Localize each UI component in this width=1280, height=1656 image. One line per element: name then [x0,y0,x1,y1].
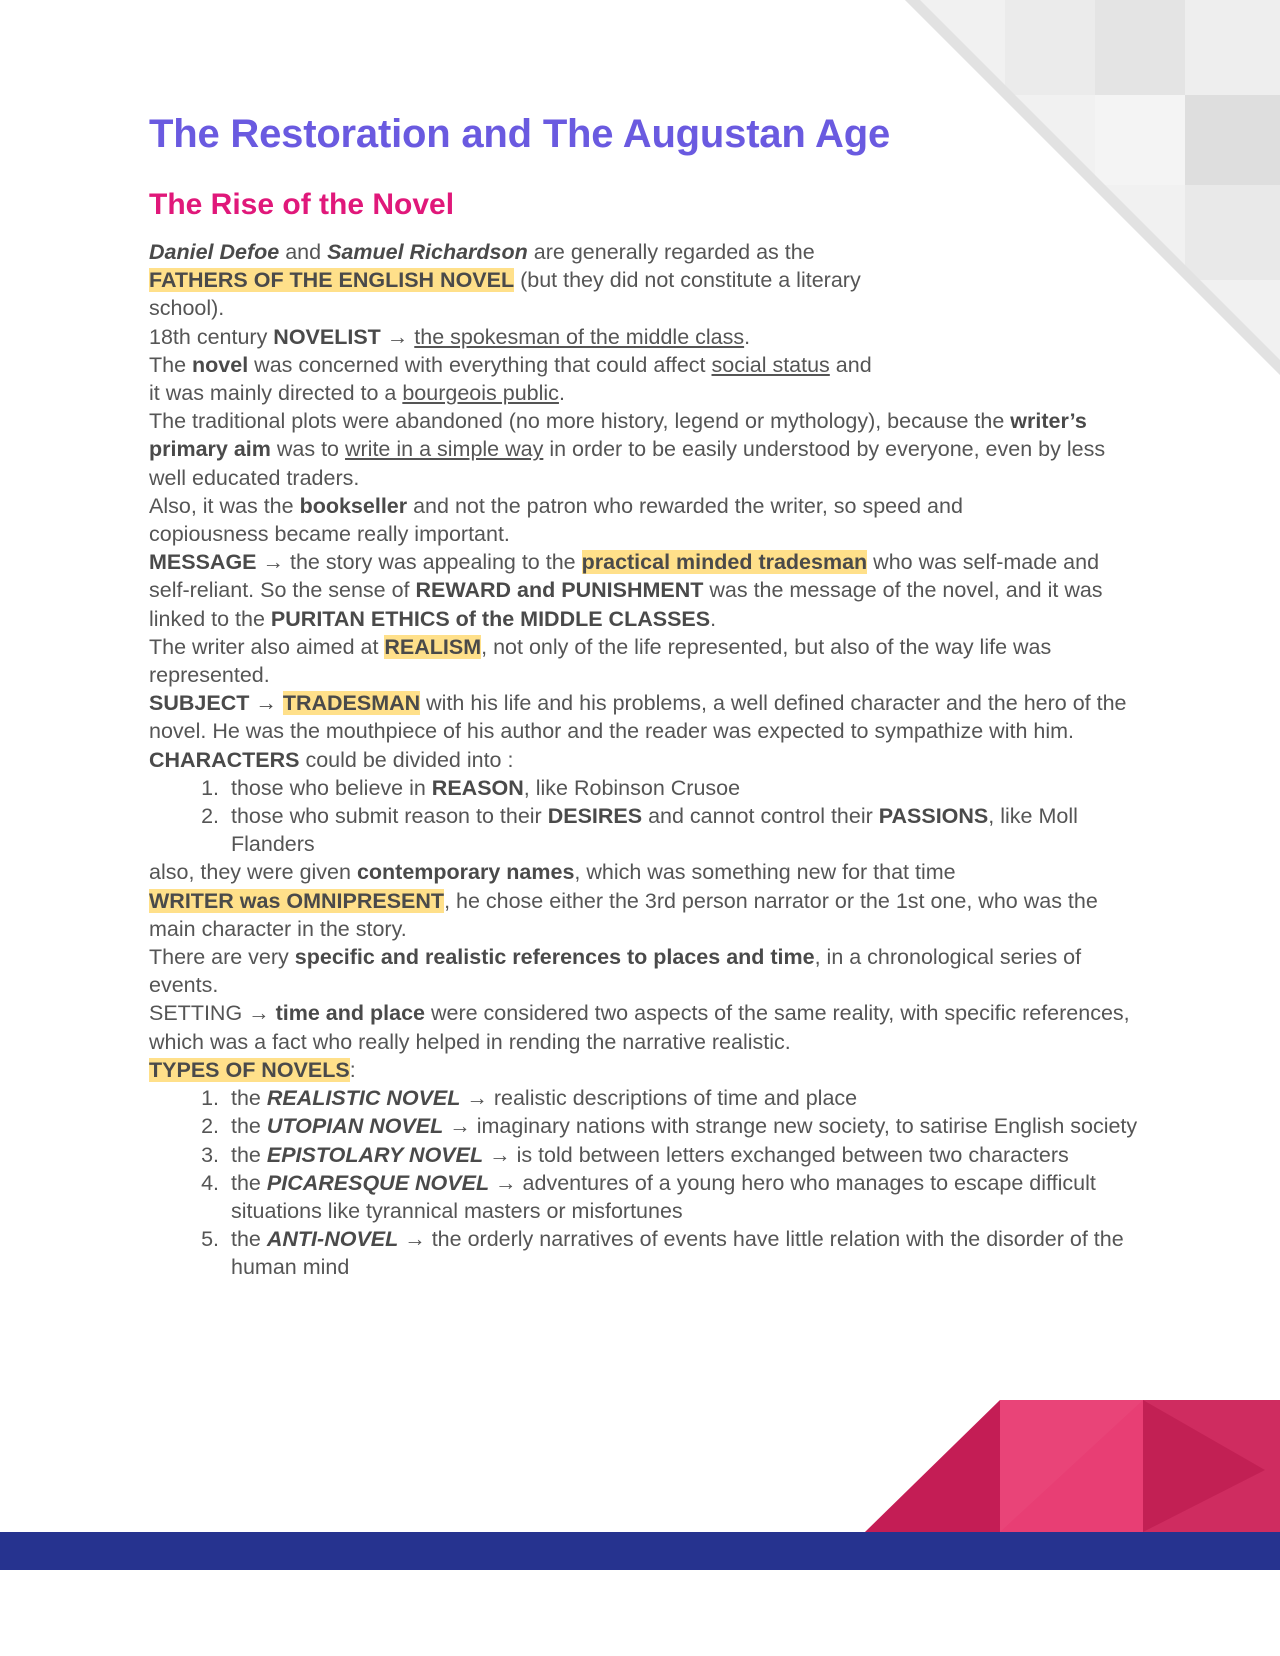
highlight-types: TYPES OF NOVELS [149,1057,350,1082]
highlight-tradesman: practical minded tradesman [581,550,868,575]
highlight-fathers: FATHERS OF THE ENGLISH NOVEL [149,268,515,293]
paragraph-bookseller: Also, it was the bookseller and not the patron who rewarded the writer, so speed and copiousness became really important. [149,493,963,547]
paragraph-writer: WRITER was OMNIPRESENT, he chose either the 3rd person narrator or the 1st one, who was the main character in the story. [149,888,1098,941]
list-item: 1. the REALISTIC NOVEL → realistic descriptions of time and place [225,1084,1139,1112]
types-list [149,1084,1139,1281]
highlight-subject-tradesman: TRADESMAN [282,691,421,716]
grey-tile [1185,95,1280,185]
paragraph-names: also, they were given contemporary names, which was something new for that time [149,860,956,885]
list-item: 2. those who submit reason to their DESIRES and cannot control their PASSIONS, like Moll Flanders [225,802,1139,858]
paragraph-plots: The traditional plots were abandoned (no more history, legend or mythology), because the writer’s primary aim was to write in a simple way in order to be easily understood by everyone, even by less well educated traders. [149,409,1106,490]
paragraph-novel: The novel was concerned with everything that could affect social status and it was mainly directed to a bourgeois public. [149,352,872,406]
characters-list [149,774,1139,859]
list-item: 5. the ANTI-NOVEL → the orderly narratives of events have little relation with the disorder of the human mind [225,1225,1139,1281]
paragraph-fathers: Daniel Defoe and Samuel Richardson are generally regarded as the FATHERS OF THE ENGLISH NOVEL (but they did not constitute a literary school). [149,240,861,321]
paragraph-novelist: 18th century NOVELIST → the spokesman of the middle class. [149,324,751,349]
paragraph-setting: SETTING → time and place were considered two aspects of the same reality, with specific references, which was a fact who really helped in rending the narrative realistic. [149,1001,1130,1054]
paragraph-characters: CHARACTERS could be divided into : [149,747,514,772]
grey-tile [1005,0,1095,95]
highlight-realism: REALISM [384,634,482,659]
page-title: The Restoration and The Augustan Age [149,112,890,156]
list-item: 3. the EPISTOLARY NOVEL → is told between letters exchanged between two characters [225,1141,1139,1169]
section-heading: The Rise of the Novel [149,188,455,221]
highlight-writer: WRITER was OMNIPRESENT [149,888,445,913]
grey-tile [1185,0,1280,95]
document-content [149,108,1139,1282]
grey-tile [1095,0,1185,95]
footer-bar [0,1532,1280,1570]
paragraph-realism: The writer also aimed at REALISM, not only of the life represented, but also of the way life was represented. [149,634,1052,688]
list-item: 4. the PICARESQUE NOVEL → adventures of a young hero who manages to escape difficult situations like tyrannical masters or misfortunes [225,1169,1139,1225]
crimson-triangle [865,1400,1000,1532]
paragraph-message: MESSAGE → the story was appealing to the practical minded tradesman who was self-made and self-reliant. So the sense of REWARD and PUNISHMENT was the message of the novel, and it was linked to the PURITAN ETHICS of the MIDDLE CLASSES. [149,550,1103,631]
list-item: 1. those who believe in REASON, like Robinson Crusoe [225,774,1139,802]
paragraph-references: There are very specific and realistic references to places and time, in a chronological series of events. [149,945,1082,998]
paragraph-types: TYPES OF NOVELS: [149,1057,356,1082]
paragraph-subject: SUBJECT → TRADESMAN with his life and his problems, a well defined character and the hero of the novel. He was the mouthpiece of his author and the reader was expected to sympathize with him. [149,691,1127,744]
grey-tile [1185,185,1280,280]
list-item: 2. the UTOPIAN NOVEL → imaginary nations with strange new society, to satirise English society [225,1112,1139,1140]
